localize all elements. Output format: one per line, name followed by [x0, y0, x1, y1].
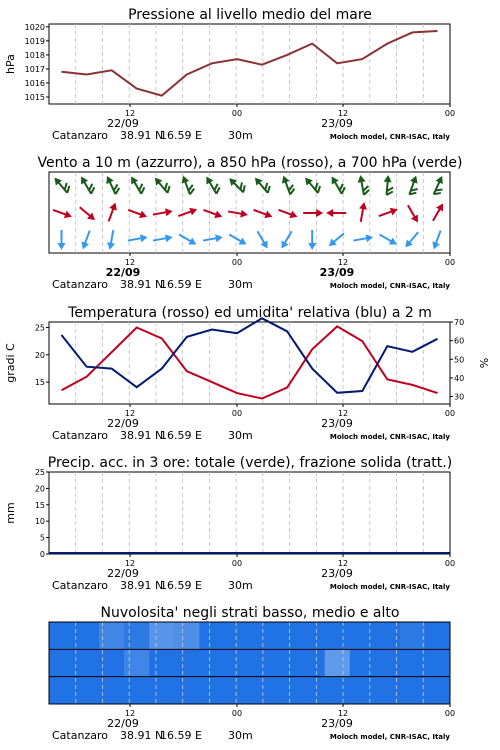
cloud-cell	[174, 622, 200, 649]
x-date-label: 23/09	[321, 417, 353, 430]
y-tick-label-right: 30	[454, 392, 465, 402]
location-name: Catanzaro	[52, 129, 108, 142]
y-tick-label: 1017	[24, 64, 45, 74]
location-lat: 38.91 N	[120, 729, 164, 742]
x-tick-label: 00	[444, 258, 456, 267]
cloud-cell	[250, 622, 276, 649]
y-tick-label: 0	[39, 550, 45, 559]
cloud-cell	[425, 622, 451, 649]
x-date-label: 23/09	[321, 117, 353, 130]
x-tick-label: 00	[231, 559, 243, 568]
cloud-cell	[74, 677, 100, 704]
cloud-cell	[224, 649, 250, 676]
y-tick-label: 15	[34, 500, 45, 510]
x-tick-label: 00	[444, 559, 456, 568]
cloud-cell	[99, 649, 125, 676]
y-tick-label: 15	[34, 378, 45, 388]
y-tick-label: 5	[39, 533, 45, 543]
cloud-cell	[49, 649, 75, 676]
cloud-cell	[149, 677, 175, 704]
cloud-cell	[325, 649, 351, 676]
cloud-cell	[300, 677, 326, 704]
x-tick-label: 00	[231, 109, 243, 118]
y-tick-label: 20	[34, 350, 45, 360]
chart-title: Pressione al livello medio del mare	[128, 7, 372, 23]
y-axis-label: hPa	[4, 54, 17, 74]
x-tick-label: 12	[124, 559, 136, 568]
x-date-label: 22/09	[107, 567, 139, 580]
x-tick-label: 00	[231, 258, 243, 267]
x-tick-label: 12	[124, 409, 136, 418]
cloud-cell	[400, 677, 426, 704]
chart-title: Temperatura (rosso) ed umidita' relativa (blu) a 2 m	[68, 305, 432, 321]
plot-frame	[49, 322, 450, 404]
cloud-cell	[250, 677, 276, 704]
cloud-cell	[300, 622, 326, 649]
x-tick-label: 00	[444, 409, 456, 418]
cloud-cell	[49, 677, 75, 704]
cloud-cell	[174, 677, 200, 704]
cloud-cell	[99, 677, 125, 704]
location-lat: 38.91 N	[120, 429, 164, 442]
x-date-label: 23/09	[319, 266, 355, 279]
cloud-cell	[74, 649, 100, 676]
location-alt: 30m	[228, 579, 253, 592]
y-tick-label: 25	[34, 468, 45, 477]
x-tick-label: 12	[337, 258, 349, 267]
y-tick-label: 25	[34, 323, 45, 333]
location-lon: 16.59 E	[160, 579, 202, 592]
y-tick-label: 1016	[24, 78, 45, 88]
location-lat: 38.91 N	[120, 579, 164, 592]
chart-title: Precip. acc. in 3 ore: totale (verde), frazione solida (tratt.)	[47, 455, 453, 471]
location-lat: 38.91 N	[120, 278, 164, 291]
cloud-cell	[124, 622, 150, 649]
model-credit: Moloch model, CNR-ISAC, Italy	[329, 133, 450, 141]
y-tick-label: 20	[34, 484, 45, 494]
model-credit: Moloch model, CNR-ISAC, Italy	[329, 583, 450, 591]
cloud-cell	[400, 649, 426, 676]
location-lon: 16.59 E	[160, 429, 202, 442]
cloud-cell	[224, 677, 250, 704]
x-tick-label: 00	[231, 709, 243, 718]
location-alt: 30m	[228, 429, 253, 442]
model-credit: Moloch model, CNR-ISAC, Italy	[329, 282, 450, 290]
x-tick-label: 00	[231, 409, 243, 418]
cloud-cell	[99, 622, 125, 649]
x-date-label: 22/09	[107, 417, 139, 430]
cloud-cell	[174, 649, 200, 676]
cloud-cell	[199, 622, 225, 649]
cloud-cell	[350, 677, 376, 704]
cloud-cell	[300, 649, 326, 676]
cloud-cell	[400, 622, 426, 649]
location-alt: 30m	[228, 278, 253, 291]
location-alt: 30m	[228, 729, 253, 742]
cloud-cell	[325, 677, 351, 704]
x-date-label: 23/09	[321, 567, 353, 580]
y-axis-label: gradi C	[4, 343, 17, 383]
location-lat: 38.91 N	[120, 129, 164, 142]
x-tick-label: 12	[124, 258, 136, 267]
cloud-cell	[350, 622, 376, 649]
cloud-cell	[425, 677, 451, 704]
y-tick-label-right: 70	[454, 318, 465, 327]
y-tick-label-right: 60	[454, 336, 465, 346]
x-tick-label: 00	[444, 109, 456, 118]
cloud-cell	[74, 622, 100, 649]
cloud-cell	[199, 677, 225, 704]
cloud-cell	[250, 649, 276, 676]
cloud-cell	[124, 649, 150, 676]
x-date-label: 22/09	[107, 117, 139, 130]
x-tick-label: 00	[444, 709, 456, 718]
cloud-cell	[149, 649, 175, 676]
y-axis-label: mm	[4, 502, 17, 524]
location-lon: 16.59 E	[160, 278, 202, 291]
model-credit: Moloch model, CNR-ISAC, Italy	[329, 433, 450, 441]
cloud-cell	[425, 649, 451, 676]
cloud-cell	[224, 622, 250, 649]
plot-frame	[49, 472, 450, 554]
cloud-cell	[275, 649, 301, 676]
model-credit: Moloch model, CNR-ISAC, Italy	[329, 733, 450, 741]
cloud-cell	[350, 649, 376, 676]
location-alt: 30m	[228, 129, 253, 142]
y-tick-label: 1020	[24, 22, 45, 32]
y-tick-label-right: 50	[454, 355, 465, 365]
x-tick-label: 12	[337, 709, 349, 718]
cloud-cell	[149, 622, 175, 649]
cloud-cell	[275, 677, 301, 704]
y-tick-label-right: 40	[454, 373, 465, 383]
x-tick-label: 12	[124, 109, 136, 118]
cloud-cell	[49, 622, 75, 649]
x-tick-label: 12	[337, 559, 349, 568]
x-tick-label: 12	[337, 109, 349, 118]
y-tick-label: 10	[34, 517, 45, 527]
plot-frame	[49, 24, 450, 104]
x-tick-label: 12	[337, 409, 349, 418]
location-name: Catanzaro	[52, 729, 108, 742]
chart-title: Vento a 10 m (azzurro), a 850 hPa (rosso), a 700 hPa (verde)	[37, 155, 463, 171]
chart-title: Nuvolosita' negli strati basso, medio e alto	[100, 605, 400, 621]
location-name: Catanzaro	[52, 278, 108, 291]
y-tick-label: 1018	[24, 50, 45, 60]
y-axis-label-right: %	[478, 357, 491, 369]
y-tick-label: 1019	[24, 36, 45, 46]
cloud-cell	[325, 622, 351, 649]
cloud-cell	[124, 677, 150, 704]
x-tick-label: 12	[124, 709, 136, 718]
x-date-label: 22/09	[107, 717, 139, 730]
y-tick-label: 1015	[24, 92, 45, 102]
cloud-cell	[199, 649, 225, 676]
location-lon: 16.59 E	[160, 729, 202, 742]
cloud-cell	[275, 622, 301, 649]
x-date-label: 22/09	[105, 266, 141, 279]
location-name: Catanzaro	[52, 429, 108, 442]
x-date-label: 23/09	[321, 717, 353, 730]
location-lon: 16.59 E	[160, 129, 202, 142]
location-name: Catanzaro	[52, 579, 108, 592]
